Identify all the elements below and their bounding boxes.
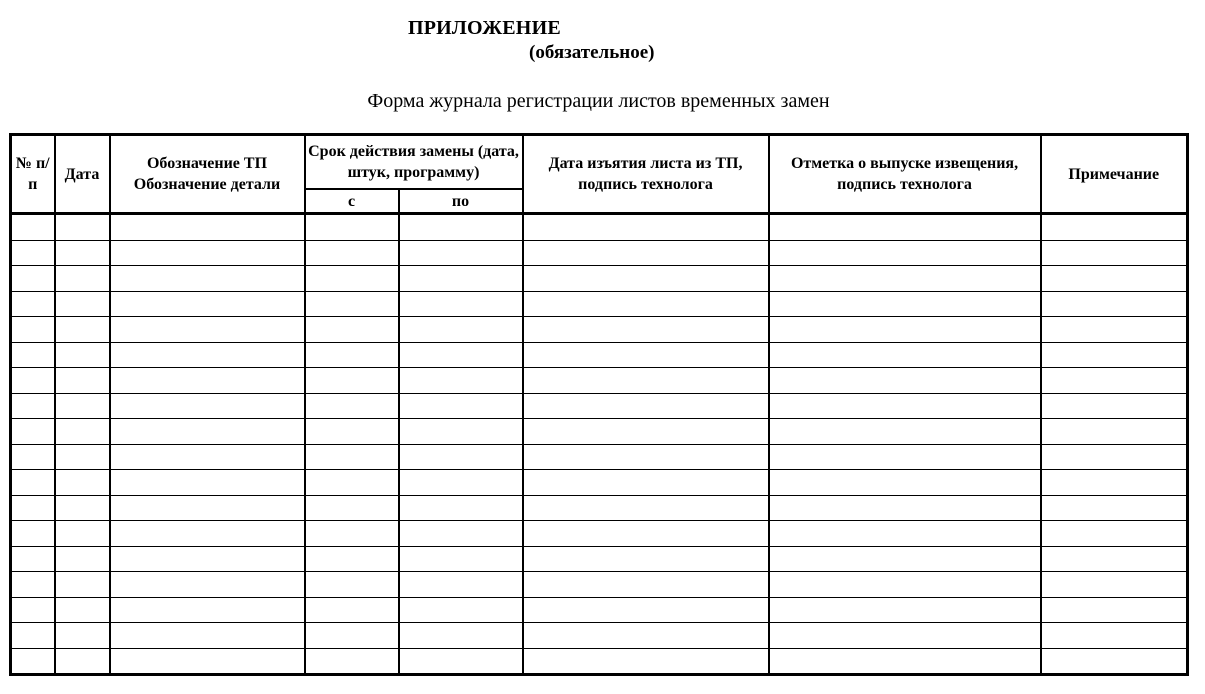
table-cell [399, 368, 523, 394]
table-cell [55, 546, 110, 572]
table-row [11, 597, 1188, 623]
table-row [11, 623, 1188, 649]
table-cell [110, 470, 305, 496]
table-cell [399, 648, 523, 675]
table-cell [11, 597, 55, 623]
table-cell [11, 368, 55, 394]
table-cell [55, 291, 110, 317]
table-cell [55, 623, 110, 649]
table-row [11, 266, 1188, 292]
table-cell [110, 317, 305, 343]
table-cell [769, 470, 1041, 496]
table-cell [769, 317, 1041, 343]
table-cell [523, 648, 769, 675]
header-designation: Обозначение ТП Обозначение детали [110, 135, 305, 214]
table-cell [769, 266, 1041, 292]
table-cell [1041, 291, 1188, 317]
table-cell [11, 393, 55, 419]
header-validity-from: с [305, 189, 399, 214]
table-cell [399, 521, 523, 547]
table-cell [399, 444, 523, 470]
form-title: Форма журнала регистрации листов временных замен [367, 90, 830, 112]
table-cell [110, 266, 305, 292]
table-row [11, 495, 1188, 521]
table-cell [55, 368, 110, 394]
table-cell [769, 419, 1041, 445]
table-cell [305, 266, 399, 292]
header-notice: Отметка о выпуске извещения, подпись технолога [769, 135, 1041, 214]
table-row [11, 648, 1188, 675]
table-cell [769, 342, 1041, 368]
table-cell [1041, 648, 1188, 675]
table-cell [1041, 572, 1188, 598]
table-cell [399, 214, 523, 241]
table-cell [769, 291, 1041, 317]
table-cell [11, 342, 55, 368]
table-cell [1041, 470, 1188, 496]
table-cell [110, 572, 305, 598]
table-cell [305, 546, 399, 572]
table-cell [305, 521, 399, 547]
table-row [11, 444, 1188, 470]
table-row [11, 572, 1188, 598]
table-cell [769, 240, 1041, 266]
table-cell [769, 368, 1041, 394]
table-cell [399, 266, 523, 292]
table-cell [523, 546, 769, 572]
table-cell [55, 393, 110, 419]
table-cell [523, 623, 769, 649]
table-cell [110, 419, 305, 445]
table-cell [305, 368, 399, 394]
table-row [11, 546, 1188, 572]
table-cell [11, 572, 55, 598]
table-cell [769, 648, 1041, 675]
table-cell [55, 266, 110, 292]
table-cell [769, 597, 1041, 623]
table-cell [11, 623, 55, 649]
table-cell [305, 419, 399, 445]
table-cell [523, 597, 769, 623]
table-cell [769, 572, 1041, 598]
table-row [11, 317, 1188, 343]
table-cell [11, 266, 55, 292]
table-cell [1041, 317, 1188, 343]
table-row [11, 214, 1188, 241]
table-cell [523, 393, 769, 419]
table-cell [110, 393, 305, 419]
table-cell [110, 368, 305, 394]
table-cell [1041, 623, 1188, 649]
table-cell [769, 521, 1041, 547]
table-cell [305, 572, 399, 598]
table-cell [769, 444, 1041, 470]
table-cell [11, 648, 55, 675]
table-cell [1041, 546, 1188, 572]
table-row [11, 419, 1188, 445]
table-cell [523, 266, 769, 292]
table-row [11, 291, 1188, 317]
table-cell [11, 546, 55, 572]
table-cell [11, 240, 55, 266]
table-cell [11, 317, 55, 343]
table-cell [769, 623, 1041, 649]
table-cell [110, 240, 305, 266]
table-cell [1041, 521, 1188, 547]
table-cell [110, 648, 305, 675]
table-row [11, 240, 1188, 266]
table-cell [55, 470, 110, 496]
table-cell [11, 495, 55, 521]
table-cell [523, 495, 769, 521]
table-cell [305, 240, 399, 266]
table-cell [11, 521, 55, 547]
table-cell [11, 214, 55, 241]
table-cell [305, 648, 399, 675]
table-cell [110, 495, 305, 521]
table-cell [305, 444, 399, 470]
table-cell [399, 470, 523, 496]
table-cell [305, 317, 399, 343]
table-cell [523, 317, 769, 343]
table-cell [523, 521, 769, 547]
table-cell [399, 393, 523, 419]
appendix-subtitle: (обязательное) [529, 42, 655, 63]
table-cell [55, 317, 110, 343]
table-cell [55, 572, 110, 598]
table-cell [523, 444, 769, 470]
table-cell [110, 291, 305, 317]
table-cell [305, 291, 399, 317]
table-row [11, 393, 1188, 419]
table-cell [1041, 214, 1188, 241]
table-cell [399, 291, 523, 317]
table-cell [523, 368, 769, 394]
table-cell [769, 393, 1041, 419]
table-cell [399, 419, 523, 445]
table-cell [523, 342, 769, 368]
table-cell [769, 546, 1041, 572]
header-removal: Дата изъятия листа из ТП, подпись технолога [523, 135, 769, 214]
table-cell [11, 291, 55, 317]
table-cell [1041, 444, 1188, 470]
table-cell [305, 393, 399, 419]
journal-table [9, 133, 1189, 676]
table-cell [523, 240, 769, 266]
table-cell [110, 546, 305, 572]
journal-body [11, 214, 1188, 675]
table-row [11, 342, 1188, 368]
table-cell [399, 572, 523, 598]
table-cell [55, 240, 110, 266]
table-cell [55, 214, 110, 241]
table-cell [1041, 342, 1188, 368]
header-validity-to: по [399, 189, 523, 214]
table-cell [55, 495, 110, 521]
table-cell [11, 470, 55, 496]
table-cell [523, 470, 769, 496]
table-cell [523, 419, 769, 445]
table-row [11, 368, 1188, 394]
table-cell [305, 495, 399, 521]
table-cell [110, 597, 305, 623]
table-row [11, 470, 1188, 496]
table-cell [55, 597, 110, 623]
header-date: Дата [55, 135, 110, 214]
table-cell [399, 240, 523, 266]
table-cell [110, 521, 305, 547]
header-validity: Срок действия замены (дата, штук, программу) [305, 135, 523, 190]
table-cell [11, 419, 55, 445]
table-cell [1041, 240, 1188, 266]
table-cell [523, 214, 769, 241]
table-cell [399, 623, 523, 649]
table-cell [399, 597, 523, 623]
table-cell [55, 419, 110, 445]
table-cell [769, 495, 1041, 521]
table-cell [305, 470, 399, 496]
table-cell [11, 444, 55, 470]
table-cell [769, 214, 1041, 241]
table-cell [305, 623, 399, 649]
table-cell [523, 572, 769, 598]
table-cell [399, 342, 523, 368]
table-cell [1041, 393, 1188, 419]
table-cell [1041, 266, 1188, 292]
table-cell [1041, 419, 1188, 445]
table-cell [305, 214, 399, 241]
table-cell [110, 342, 305, 368]
table-cell [399, 495, 523, 521]
header-number: № п/п [11, 135, 55, 214]
table-cell [399, 546, 523, 572]
table-cell [305, 342, 399, 368]
table-cell [1041, 597, 1188, 623]
table-cell [55, 648, 110, 675]
table-cell [1041, 495, 1188, 521]
table-cell [55, 521, 110, 547]
table-cell [110, 623, 305, 649]
header-note: Примечание [1041, 135, 1188, 214]
table-row [11, 521, 1188, 547]
table-cell [523, 291, 769, 317]
table-cell [55, 444, 110, 470]
table-cell [1041, 368, 1188, 394]
appendix-title: ПРИЛОЖЕНИЕ [408, 17, 561, 39]
table-cell [55, 342, 110, 368]
table-cell [110, 214, 305, 241]
table-cell [110, 444, 305, 470]
table-cell [305, 597, 399, 623]
table-cell [399, 317, 523, 343]
